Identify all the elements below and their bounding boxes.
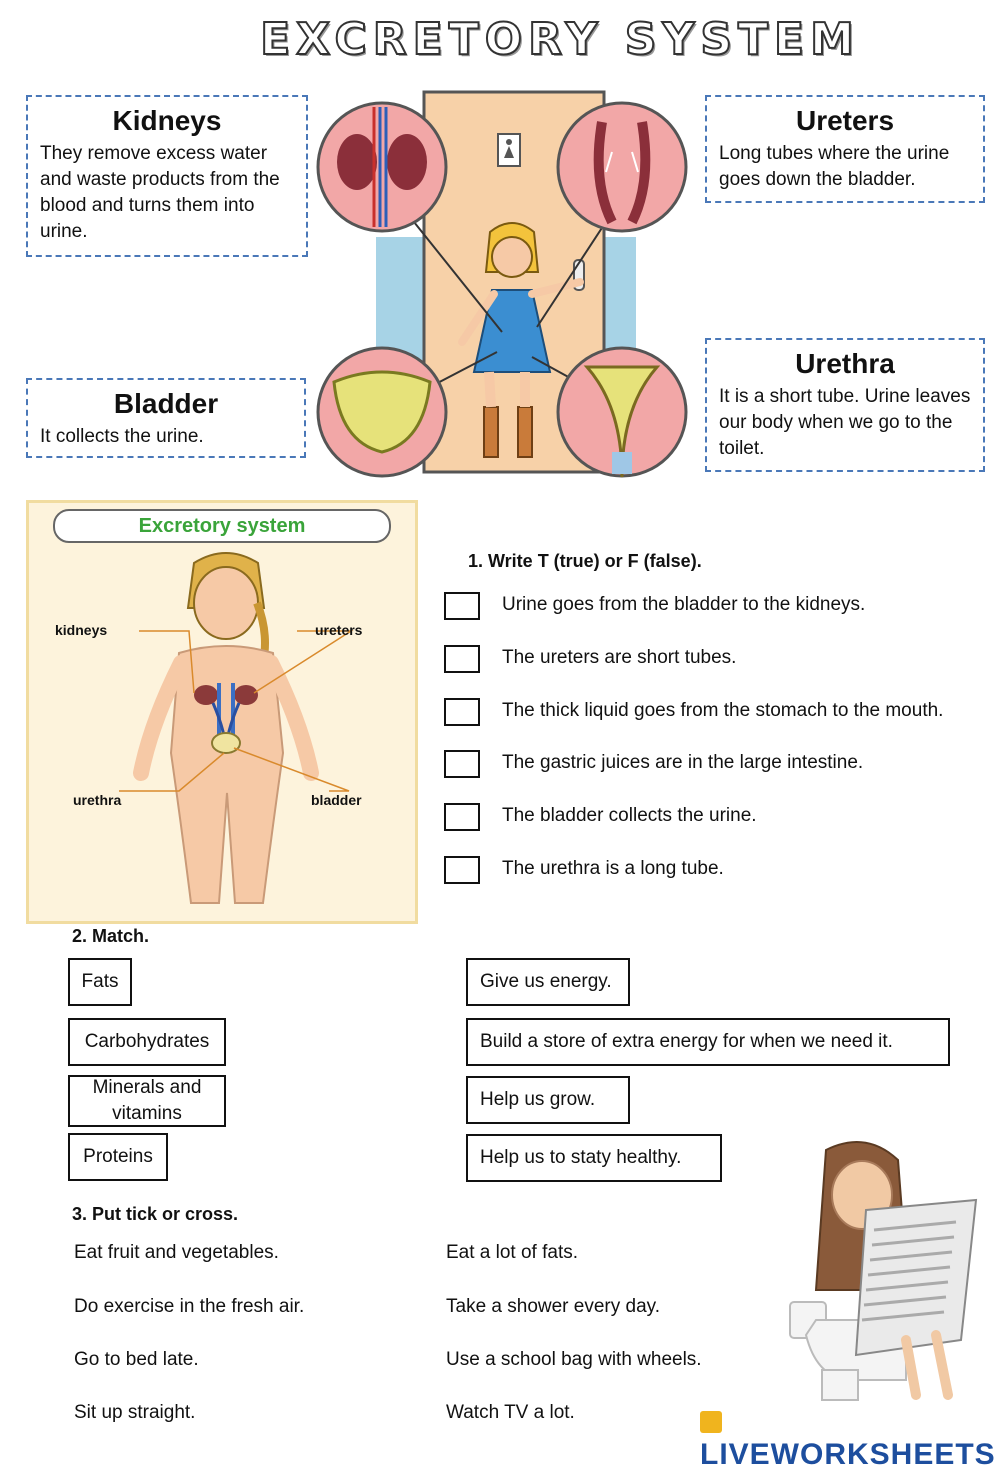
bladder-circle (318, 348, 446, 476)
match-right-store-energy[interactable]: Build a store of extra energy for when we need it. (466, 1018, 950, 1066)
urethra-text: It is a short tube. Urine leaves our body when we go to the toilet. (719, 386, 971, 459)
urethra-circle (558, 348, 686, 477)
tf-statement: The ureters are short tubes. (502, 647, 737, 668)
ureters-info-box (705, 95, 985, 203)
match-right-healthy[interactable]: Help us to staty healthy. (466, 1134, 722, 1182)
tick-item[interactable]: Watch TV a lot. (446, 1402, 575, 1423)
tf-answer-box[interactable] (444, 856, 480, 884)
tf-answer-box[interactable] (444, 698, 480, 726)
match-right-energy[interactable]: Give us energy. (466, 958, 630, 1006)
tick-item[interactable]: Eat a lot of fats. (446, 1242, 579, 1263)
body-figure (29, 543, 415, 923)
match-left-proteins[interactable]: Proteins (68, 1133, 168, 1181)
logo-badge-icon (700, 1411, 722, 1433)
tf-statement: The gastric juices are in the large intestine. (502, 752, 864, 773)
tick-item[interactable]: Take a shower every day. (446, 1296, 661, 1317)
q2-title: 2. Match. (72, 926, 150, 946)
tf-statement: The thick liquid goes from the stomach to the mouth. (502, 700, 944, 721)
tick-item[interactable]: Eat fruit and vegetables. (74, 1242, 279, 1263)
diagram-banner: Excretory system (53, 509, 391, 543)
excretory-diagram (26, 500, 418, 924)
tick-item[interactable]: Go to bed late. (74, 1349, 199, 1370)
tf-answer-box[interactable] (444, 803, 480, 831)
tf-statement: The urethra is a long tube. (502, 858, 724, 879)
q1-title: 1. Write T (true) or F (false). (468, 551, 702, 571)
ureters-heading: Ureters (795, 105, 895, 136)
bladder-info-box (26, 378, 306, 458)
kidneys-info-box (26, 95, 308, 257)
match-left-fats[interactable]: Fats (68, 958, 132, 1006)
kidneys-text: They remove excess water and waste products from the blood and turns them into urine. (40, 143, 280, 242)
tick-item[interactable]: Sit up straight. (74, 1402, 196, 1423)
tf-answer-box[interactable] (444, 750, 480, 778)
match-left-minerals-vitamins[interactable]: Minerals and vitamins (68, 1075, 226, 1127)
urethra-info-box (705, 338, 985, 472)
q3-title: 3. Put tick or cross. (72, 1204, 239, 1224)
label-urethra: urethra (73, 792, 122, 808)
bladder-heading: Bladder (113, 388, 219, 419)
label-ureters: ureters (315, 622, 363, 638)
tick-item[interactable]: Do exercise in the fresh air. (74, 1296, 305, 1317)
tf-statement: The bladder collects the urine. (502, 805, 757, 826)
bladder-text: It collects the urine. (40, 426, 204, 447)
ureters-text: Long tubes where the urine goes down the bladder. (719, 143, 950, 190)
tf-answer-box[interactable] (444, 645, 480, 673)
tf-answer-box[interactable] (444, 592, 480, 620)
tf-statement: Urine goes from the bladder to the kidneys. (502, 594, 866, 615)
label-bladder: bladder (311, 792, 362, 808)
kidneys-circle (318, 103, 446, 231)
match-right-grow[interactable]: Help us grow. (466, 1076, 630, 1124)
kidneys-heading: Kidneys (112, 105, 222, 136)
toilet-illustration (312, 82, 702, 492)
tick-item[interactable]: Use a school bag with wheels. (446, 1349, 702, 1370)
label-kidneys: kidneys (55, 622, 108, 638)
urethra-heading: Urethra (795, 348, 895, 379)
reading-girl-illustration (786, 1140, 986, 1405)
page-title: EXCRETORY SYSTEM (260, 14, 860, 65)
watermark-text: LIVEWORKSHEETS (700, 1438, 996, 1471)
ureters-circle (558, 103, 686, 231)
liveworksheets-logo (700, 1404, 1000, 1472)
match-left-carbohydrates[interactable]: Carbohydrates (68, 1018, 226, 1066)
